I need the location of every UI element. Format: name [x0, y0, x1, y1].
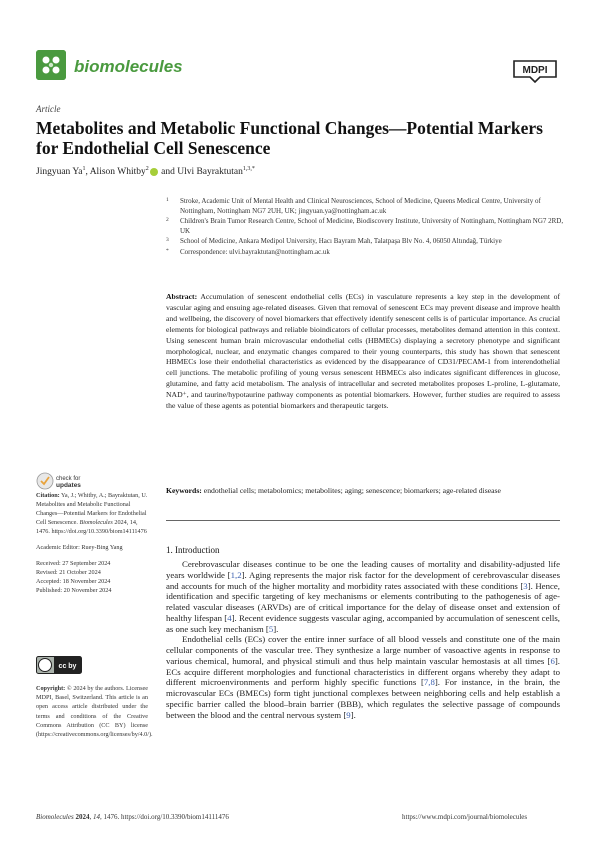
keywords	[166, 486, 560, 497]
abstract-label: Abstract:	[166, 292, 198, 301]
author-separator: and	[158, 167, 178, 178]
citation-link[interactable]: 3	[523, 580, 528, 591]
date-accepted: Accepted: 18 November 2024	[36, 578, 111, 585]
author-affiliation-mark: 2	[145, 166, 149, 172]
affiliation-item	[166, 237, 566, 247]
affiliation-item	[166, 248, 566, 258]
citation	[36, 491, 148, 536]
affiliation-mark: 3	[166, 237, 169, 244]
citation-link[interactable]: 9	[346, 709, 351, 720]
correspondence-text[interactable]: Correspondence: ulvi.bayraktutan@nottingham.ac.uk	[180, 247, 330, 256]
citation-link[interactable]: 4	[227, 612, 232, 623]
body-text-run: ].	[350, 709, 356, 720]
date-revised: Revised: 21 October 2024	[36, 569, 101, 576]
check-for-updates-button[interactable]	[36, 472, 106, 490]
body-text-run: ]. Aging represents the major risk factor for the development of cerebrovascular diseases and accounts for much of the higher mortality and morbidity rates associated with these conditions [	[166, 569, 560, 591]
academic-editor: Academic Editor: Ruey-Bing Yang	[36, 544, 123, 551]
section-heading: 1. Introduction	[166, 545, 220, 555]
author-affiliation-mark: 1	[82, 166, 86, 172]
cc-badge-text: cc by	[58, 663, 77, 670]
body-text-run: Endothelial cells (ECs) cover the entire inner surface of all blood vessels and constitute one of the main cellular components of the vascular tree. They synthesize a large number of vasoactive agents in response to various chemical, humoral, and physical stimuli and thus help maintain vascular hemostasis at all times [	[166, 634, 560, 666]
affiliation-text: Children's Brain Tumor Research Centre, School of Medicine, Biodiscovery Institute, University of Nottingham, Nottingham NG7 2RD, UK	[180, 217, 564, 235]
body-paragraph	[166, 559, 560, 634]
publication-dates	[36, 559, 148, 595]
abstract	[166, 292, 560, 412]
body-text-run: ]. Hence, identification and specific targeting of key mechanisms or elements contributing to the pathogenesis of age-related vascular diseases (ARVDs) are of critical importance for the delay of disease onset and extension of healthy lifespan [	[166, 580, 560, 623]
cc-by-license-icon[interactable]	[36, 656, 82, 674]
citation-journal: Biomolecules	[79, 519, 113, 526]
section-body	[166, 559, 560, 720]
citation-label: Citation:	[36, 492, 60, 499]
article-title: Metabolites and Metabolic Functional Changes—Potential Markers for Endothelial Cell Senescence	[36, 118, 543, 158]
journal-name: biomolecules	[74, 57, 183, 76]
affiliation-mark: 2	[166, 217, 169, 224]
body-text-run: ].	[273, 623, 279, 634]
affiliation-text: School of Medicine, Ankara Medipol University, Hacı Bayram Mah, Talatpaşa Blv No. 4, 06050 Altındağ, Türkiye	[180, 237, 502, 246]
copyright-notice	[36, 684, 153, 739]
body-text-run: ]. ECs acquire different morphologies and functional characteristics in different organs whereby they adapt to different microenvironments and perform highly specific functions [	[166, 655, 560, 688]
citation-link[interactable]: 5	[268, 623, 274, 634]
copyright-label: Copyright:	[36, 685, 66, 692]
footer-year: 2024	[75, 813, 90, 821]
article-type: Article	[36, 104, 61, 114]
affiliation-mark: *	[166, 247, 169, 254]
mdpi-logo[interactable]	[510, 59, 560, 83]
article-sidebar	[36, 491, 148, 595]
body-paragraph	[166, 634, 560, 720]
section-divider	[166, 520, 560, 521]
citation-link[interactable]: 1,2	[230, 569, 242, 580]
keywords-text: endothelial cells; metabolomics; metabolites; aging; senescence; biomarkers; age-related disease	[203, 486, 501, 495]
affiliation-mark: 1	[166, 197, 169, 203]
footer-volume: 14	[92, 813, 100, 821]
affiliation-item	[166, 197, 566, 216]
footer-doi[interactable]: , 1476. https://doi.org/10.3390/biom14111476	[99, 813, 229, 821]
footer-journal: Biomolecules	[36, 813, 74, 821]
orcid-icon[interactable]	[150, 168, 158, 176]
abstract-text: Accumulation of senescent endothelial cells (ECs) in vasculature represents a key step in the development of vascular aging and ensuing age-related diseases. Given that removal of senescent ECs may prevent disease and improve health and wellbeing, the discovery of novel biomarkers that effectively identify senescent cells is of particular importance. As crucial elements for biological pathways and reliable bioindicators of cellular processes, metabolites demand attention in this context. Using senescent human brain microvascular endothelial cells (HBMECs) displaying a secretory phenotype and significant morphological, nuclear, and enzymatic changes compared to their young counterparts, this study has shown that senescent HBMECs lose their endothelial characteristics as evidenced by the disappearance of CD31/PECAM-1 from interendothelial cell junctions. The metabolic profiling of young versus senescent HBMECs also indicates significant differences in glucose, glutamine, and fatty acid metabolism. The analysis of intracellular and secreted metabolites proposes L-proline, L-glutamate, NAD⁺, and taurine/hypotaurine pathway components as potential biomarkers. However, further studies are required to assess the value of these agents as potential biomarkers and therapeutic targets.	[166, 292, 561, 411]
check-updates-line2: updates	[56, 482, 81, 489]
body-text-run: ]. For instance, in the brain, the microvascular ECs (BMECs) form tight junctional complexes between neighboring cells and help establish a specific barrier called the blood–brain barrier (BBB), which regulates the selective passage of compounds between the blood and the central nervous system [	[166, 677, 560, 720]
date-received: Received: 27 September 2024	[36, 560, 111, 567]
copyright-text: © 2024 by the authors. Licensee MDPI, Basel, Switzerland. This article is an open access article distributed under the terms and conditions of the Creative Commons Attribution (CC BY) license (https://creativecommons.org/licenses/by/4.0/).	[36, 685, 153, 739]
author-separator: ,	[85, 167, 90, 178]
date-published: Published: 20 November 2024	[36, 587, 112, 594]
citation-text: Ya, J.; Whitby, A.; Bayraktutan, U. Metabolites and Metabolic Functional Changes—Potential Markers for Endothelial Cell Senescence.	[36, 492, 148, 526]
author-name[interactable]: Alison Whitby	[89, 167, 146, 178]
affiliation-text: Stroke, Academic Unit of Mental Health and Clinical Neurosciences, School of Medicine, Queens Medical Centre, University of Nottingham, Nottingham NG7 2UH, UK; jingyuan.ya@nottingham.ac.uk	[180, 197, 541, 215]
body-text-run: ]. Recent evidence suggests vascular aging, accompanied by accumulation of senescent cells, as one such key mechanism [	[166, 612, 560, 634]
journal-logo-icon	[36, 50, 66, 80]
affiliation-item	[166, 217, 566, 236]
body-text-run: Cerebrovascular diseases continue to be one the leading causes of mortality and disability-adjusted life years worldwide [	[166, 559, 560, 580]
mdpi-logo-text: MDPI	[522, 65, 548, 76]
author-name[interactable]: Jingyuan Ya	[36, 167, 83, 178]
keywords-label: Keywords:	[166, 486, 202, 495]
footer-citation: Biomolecules 2024, 14, 1476. https://doi.org/10.3390/biom14111476	[36, 813, 229, 821]
author-list	[36, 166, 255, 177]
citation-link[interactable]: 7,8	[423, 677, 435, 688]
citation-doi[interactable]: 2024, 14, 1476. https://doi.org/10.3390/biom14111476	[36, 519, 147, 535]
affiliations	[166, 197, 566, 259]
citation-link[interactable]: 6	[550, 655, 555, 666]
check-updates-line1: check for	[56, 476, 81, 482]
footer-journal-url[interactable]: https://www.mdpi.com/journal/biomolecules	[402, 813, 528, 821]
author-name[interactable]: Ulvi Bayraktutan	[177, 167, 243, 178]
author-affiliation-mark: 1,3,*	[242, 166, 255, 172]
